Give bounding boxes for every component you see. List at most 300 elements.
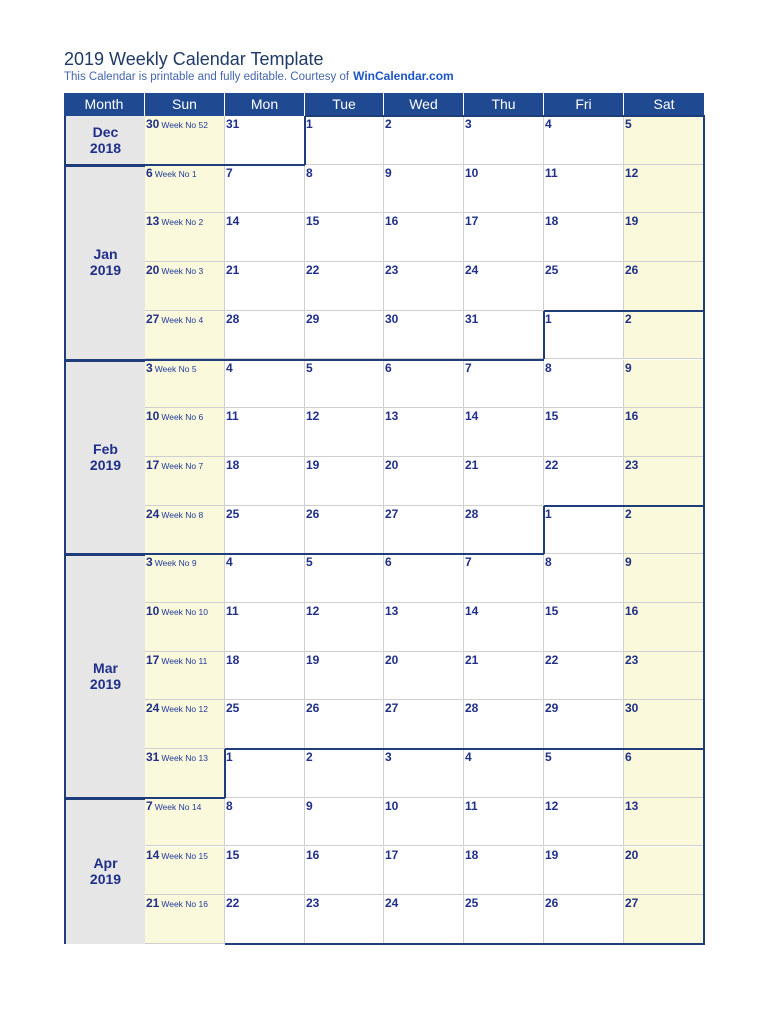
day-number [465,117,472,131]
day-number-text: 21 [465,652,479,667]
day-cell[interactable] [145,457,225,506]
day-number [545,361,552,375]
day-number [385,701,398,715]
day-number [465,361,472,375]
day-cell[interactable] [384,165,464,214]
header-sun: Sun [145,93,225,116]
day-cell[interactable] [624,652,705,701]
day-cell[interactable] [145,603,225,652]
month-label [90,441,121,473]
day-cell[interactable] [225,457,305,506]
day-cell[interactable] [624,360,705,409]
calendar-grid [64,93,705,944]
day-cell[interactable] [305,262,384,311]
day-cell[interactable] [225,603,305,652]
day-number-text: 3 [146,555,153,570]
day-number-text: 3 [465,117,472,131]
day-number [146,750,208,764]
month-block-feb [64,360,145,555]
day-number-text: 23 [385,263,399,278]
day-cell[interactable] [384,262,464,311]
day-number-text: 20 [385,652,399,667]
day-number [385,214,398,228]
day-cell[interactable] [544,554,624,603]
day-cell[interactable] [384,506,464,555]
day-cell[interactable] [464,311,544,360]
day-cell[interactable] [464,603,544,652]
day-cell[interactable] [384,700,464,749]
day-cell[interactable] [384,213,464,262]
day-number [545,701,558,715]
day-number-text: 18 [545,214,559,229]
day-cell[interactable] [305,360,384,409]
day-number [385,458,398,472]
day-number [226,312,239,326]
month-year: 2019 [89,870,122,887]
day-cell[interactable] [225,506,305,555]
day-number-text: 20 [146,263,160,278]
day-number [465,701,478,715]
day-number-text: 29 [545,701,559,716]
day-cell[interactable] [384,652,464,701]
day-number [545,896,558,910]
day-number [465,799,478,813]
day-cell[interactable] [305,506,384,555]
day-number [226,896,239,910]
day-number-text: 31 [226,117,240,131]
day-number-text: 18 [226,457,240,472]
week-number: Week No 9 [154,558,197,569]
day-number [306,701,319,715]
day-number-text: 22 [545,652,559,667]
day-number [146,166,197,180]
day-cell[interactable] [145,652,225,701]
day-number [306,312,319,326]
day-cell[interactable] [225,554,305,603]
day-number-text: 10 [146,604,160,618]
month-block-dec [64,116,145,165]
month-boundary-line [145,359,544,361]
day-cell[interactable] [624,700,705,749]
day-number-text: 30 [625,701,639,716]
day-cell[interactable] [305,116,384,165]
day-number [625,458,638,472]
day-number [465,458,478,472]
day-number-text: 12 [306,409,320,424]
day-cell[interactable] [544,165,624,214]
day-cell[interactable] [384,554,464,603]
week-number: Week No 1 [154,168,197,179]
day-cell[interactable] [305,554,384,603]
day-cell[interactable] [225,700,305,749]
day-cell[interactable] [145,506,225,555]
day-cell[interactable] [305,311,384,360]
day-number-text: 19 [306,457,320,472]
day-cell[interactable] [305,798,384,847]
day-number [385,799,398,813]
day-cell[interactable] [384,847,464,896]
day-cell[interactable] [624,262,705,311]
day-number-text: 27 [385,701,399,716]
day-cell[interactable] [305,749,384,798]
day-number [625,409,638,423]
day-number [385,507,398,521]
day-number [385,409,398,423]
day-number-text: 17 [465,214,479,229]
day-cell[interactable] [225,165,305,214]
wincalendar-link[interactable]: WinCalendar.com [353,69,454,83]
day-number-text: 14 [465,409,479,424]
day-number [226,701,239,715]
day-cell[interactable] [145,213,225,262]
month-boundary-line [145,553,544,555]
day-number [465,604,478,618]
day-number [625,896,638,910]
day-number [146,361,197,375]
day-cell[interactable] [464,895,544,944]
month-label [90,660,121,692]
day-cell[interactable] [544,798,624,847]
day-number [146,604,208,618]
day-number-text: 13 [625,798,639,813]
day-cell[interactable] [464,262,544,311]
day-cell[interactable] [544,603,624,652]
day-number [385,361,392,375]
day-cell[interactable] [305,603,384,652]
day-number [465,409,478,423]
day-number [625,701,638,715]
day-number-text: 18 [226,652,240,667]
day-number [306,361,313,375]
day-cell[interactable] [145,749,225,798]
day-cell[interactable] [544,700,624,749]
day-number [226,361,233,375]
day-cell[interactable] [145,554,225,603]
day-number [146,214,203,228]
day-number [306,214,319,228]
day-number [465,166,478,180]
header-month: Month [64,93,145,116]
day-number-text: 13 [385,604,399,618]
day-number-text: 27 [146,311,160,326]
day-number [545,458,558,472]
day-number [385,263,398,277]
day-number-text: 29 [306,311,320,326]
day-number-text: 11 [545,165,558,180]
day-number-text: 2 [385,117,392,131]
week-number: Week No 4 [161,314,204,325]
day-number [465,263,478,277]
day-cell[interactable] [544,408,624,457]
day-number [545,214,558,228]
month-boundary-line [544,505,705,507]
day-number-text: 15 [545,604,559,618]
day-cell[interactable] [305,165,384,214]
day-number-text: 17 [146,652,160,667]
day-number [146,458,203,472]
day-number [146,896,208,910]
day-number [545,555,552,569]
day-cell[interactable] [305,408,384,457]
day-number [226,750,233,764]
week-number: Week No 7 [161,460,204,471]
day-cell[interactable] [464,798,544,847]
day-cell[interactable] [464,457,544,506]
day-number [385,848,398,862]
day-cell[interactable] [624,408,705,457]
week-number: Week No 3 [161,266,204,277]
day-cell[interactable] [544,847,624,896]
day-cell[interactable] [384,360,464,409]
day-number-text: 6 [385,555,392,570]
month-boundary-line [304,116,306,165]
day-cell[interactable] [145,700,225,749]
day-cell[interactable] [145,847,225,896]
day-cell[interactable] [225,895,305,944]
day-number [545,604,558,618]
day-number-text: 8 [226,798,233,813]
month-label [90,124,121,156]
day-number-text: 15 [226,847,240,862]
day-number [625,312,632,326]
day-cell[interactable] [624,554,705,603]
day-cell[interactable] [464,165,544,214]
day-number [625,653,638,667]
day-number-text: 21 [146,896,160,911]
day-cell[interactable] [145,311,225,360]
day-number-text: 26 [545,896,559,911]
day-cell[interactable] [225,408,305,457]
month-block-mar [64,554,145,798]
day-cell[interactable] [225,360,305,409]
day-cell[interactable] [624,213,705,262]
month-name: Jan [93,246,118,263]
day-number [385,555,392,569]
day-number [226,166,233,180]
subtitle [64,69,454,83]
day-number [625,604,638,618]
day-cell[interactable] [145,165,225,214]
day-number-text: 12 [545,798,559,813]
day-number-text: 28 [226,311,240,326]
month-year: 2019 [89,262,122,279]
header-wed: Wed [384,93,464,116]
day-cell[interactable] [544,457,624,506]
day-number [226,604,239,618]
day-number [306,799,313,813]
day-number [545,117,552,131]
day-number-text: 25 [226,506,240,521]
day-number [465,750,472,764]
day-cell[interactable] [464,360,544,409]
day-cell[interactable] [624,311,705,360]
month-divider [64,359,145,362]
day-number [146,117,208,131]
day-number-text: 31 [465,311,479,326]
day-cell[interactable] [384,798,464,847]
day-number-text: 24 [146,506,160,521]
day-cell[interactable] [384,895,464,944]
day-cell[interactable] [544,652,624,701]
day-cell[interactable] [624,847,705,896]
day-cell[interactable] [225,116,305,165]
day-number [385,604,398,618]
day-cell[interactable] [464,506,544,555]
day-number-text: 26 [306,506,320,521]
day-cell[interactable] [464,554,544,603]
day-number-text: 7 [465,360,472,375]
day-number-text: 7 [146,798,153,813]
day-cell[interactable] [624,457,705,506]
day-number [625,555,632,569]
day-number-text: 21 [465,457,479,472]
day-number-text: 13 [146,214,160,229]
day-number-text: 8 [545,555,552,570]
day-cell[interactable] [145,360,225,409]
day-cell[interactable] [464,116,544,165]
day-number-text: 30 [385,311,399,326]
day-number-text: 10 [146,409,160,424]
day-cell[interactable] [225,652,305,701]
day-cell[interactable] [544,116,624,165]
month-year: 2019 [89,456,122,473]
day-cell[interactable] [464,847,544,896]
day-number [385,653,398,667]
day-number [625,848,638,862]
day-number-text: 9 [625,555,632,570]
day-number-text: 22 [226,896,240,911]
day-number-text: 25 [465,896,479,911]
day-cell[interactable] [544,213,624,262]
day-cell[interactable] [544,895,624,944]
day-cell[interactable] [544,749,624,798]
day-number [545,848,558,862]
day-cell[interactable] [384,116,464,165]
day-cell[interactable] [544,506,624,555]
day-number-text: 5 [625,117,632,131]
week-number: Week No 15 [161,850,208,861]
day-cell[interactable] [225,213,305,262]
day-cell[interactable] [544,311,624,360]
day-number [385,750,392,764]
day-number-text: 17 [385,847,399,862]
month-boundary-line [224,749,226,798]
day-cell[interactable] [464,652,544,701]
day-cell[interactable] [225,749,305,798]
day-cell[interactable] [225,311,305,360]
day-number-text: 5 [545,750,552,765]
day-number-text: 19 [625,214,639,229]
day-cell[interactable] [225,262,305,311]
day-cell[interactable] [145,895,225,944]
day-cell[interactable] [464,213,544,262]
day-number [385,896,398,910]
day-number-text: 5 [306,360,313,375]
day-cell[interactable] [464,749,544,798]
day-cell[interactable] [624,749,705,798]
day-number-text: 16 [625,409,639,424]
day-number [146,263,203,277]
day-number-text: 27 [625,896,639,911]
day-cell[interactable] [624,116,705,165]
week-number: Week No 6 [161,412,204,423]
day-cell[interactable] [624,165,705,214]
month-boundary-line [544,310,705,312]
day-cell[interactable] [624,603,705,652]
day-cell[interactable] [624,506,705,555]
day-cell[interactable] [305,213,384,262]
day-cell[interactable] [145,116,225,165]
day-cell[interactable] [305,847,384,896]
day-number-text: 14 [226,214,240,229]
day-number-text: 16 [385,214,399,229]
day-number-text: 9 [625,360,632,375]
header-fri: Fri [544,93,624,116]
day-number [545,750,552,764]
day-cell[interactable] [544,360,624,409]
day-cell[interactable] [464,700,544,749]
day-number-text: 6 [625,750,632,765]
day-number-text: 19 [306,652,320,667]
day-cell[interactable] [384,603,464,652]
day-number-text: 22 [306,263,320,278]
day-number [226,117,239,131]
day-number-text: 18 [465,847,479,862]
month-name: Dec [92,124,119,141]
day-cell[interactable] [384,749,464,798]
day-cell[interactable] [145,798,225,847]
day-number [465,507,478,521]
day-cell[interactable] [145,262,225,311]
day-cell[interactable] [624,895,705,944]
day-cell[interactable] [225,798,305,847]
day-number-text: 1 [545,506,552,521]
day-number [306,555,313,569]
day-cell[interactable] [305,895,384,944]
day-cell[interactable] [305,652,384,701]
day-cell[interactable] [384,408,464,457]
day-cell[interactable] [624,798,705,847]
month-boundary-line [305,115,705,117]
day-number [146,409,203,423]
day-number-text: 1 [306,117,313,131]
day-cell[interactable] [305,457,384,506]
day-cell[interactable] [305,700,384,749]
week-number: Week No 52 [161,120,208,130]
day-cell[interactable] [225,847,305,896]
day-cell[interactable] [145,408,225,457]
day-cell[interactable] [384,457,464,506]
day-number-text: 10 [465,165,479,180]
week-number: Week No 13 [161,753,208,764]
day-cell[interactable] [544,262,624,311]
day-number-text: 2 [625,311,632,326]
month-boundary-line [145,797,225,799]
day-number [545,507,552,521]
day-cell[interactable] [384,311,464,360]
page-title: 2019 Weekly Calendar Template [64,49,324,69]
day-number [146,848,208,862]
day-number-text: 23 [625,652,639,667]
day-number-text: 28 [465,506,479,521]
day-number [226,263,239,277]
month-divider [64,797,145,800]
month-name: Mar [93,660,118,677]
day-number-text: 25 [545,263,559,278]
day-cell[interactable] [464,408,544,457]
day-number-text: 30 [146,117,160,131]
day-number [306,604,319,618]
